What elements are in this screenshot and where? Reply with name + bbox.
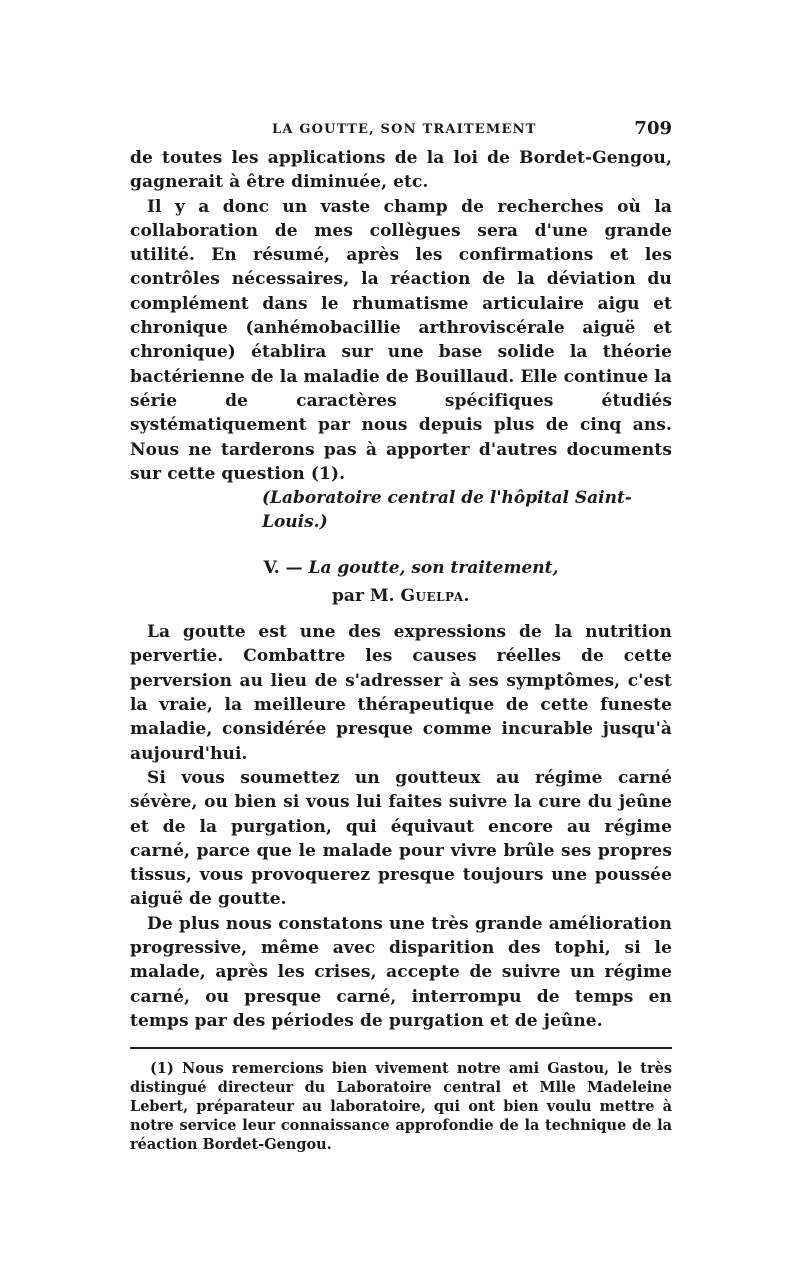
paragraph-gout-regime: Si vous soumettez un goutteux au régime carné sévère, ou bien si vous lui faites suivre la cure du jeûne et de la purgation, qui équivaut encore au régime carné, parce que le malade pour vivre brûle ses propres tissus, vous provoquerez presque toujours une poussée aiguë de goutte.	[130, 767, 672, 910]
author-name: Guelpa.	[400, 586, 470, 607]
footnote-divider	[130, 1047, 672, 1049]
page-number: 709	[634, 118, 672, 139]
section-title-text: La goutte, son traitement,	[308, 558, 559, 579]
paragraph-summary: Il y a donc un vaste champ de recherches où la collaboration de mes collègues sera d'une grande utilité. En résumé, après les confirmations et les contrôles nécessaires, la réaction de la déviation du complément dans le rhumatisme articulaire aigu et chronique (anhémobacillie arthroviscérale aiguë et chronique) établira sur une base solide la théorie bactérienne de la maladie de Bouillaud. Elle continue la série de caractères spécifiques étudiés systématiquement par nous depuis plus de cinq ans. Nous ne tarderons pas à apporter d'autres documents sur cette question (1).	[130, 196, 672, 484]
affiliation-line: (Laboratoire central de l'hôpital Saint-Louis.)	[262, 488, 632, 533]
running-header	[130, 118, 672, 144]
author-line	[130, 582, 672, 610]
paragraph-gout-improvement: De plus nous constatons une très grande amélioration progressive, même avec disparition des tophi, si le malade, après les crises, accepte de suivre un régime carné, ou presque carné, interrompu de temps en temps par des périodes de purgation et de jeûne.	[130, 913, 672, 1031]
footnote: (1) Nous remercions bien vivement notre ami Gastou, le très distingué directeur du Laboratoire central et Mlle Madeleine Lebert, préparateur au laboratoire, qui ont bien voulu mettre à notre service leur connaissance approfondie de la technique de la réaction Bordet-Gengou.	[130, 1060, 672, 1154]
running-title: LA GOUTTE, SON TRAITEMENT	[272, 122, 537, 137]
author-prefix: par M.	[332, 586, 395, 607]
section-number: V. —	[263, 558, 303, 579]
paragraph-gout-intro: La goutte est une des expressions de la nutrition pervertie. Combattre les causes réelles de cette perversion au lieu de s'adresser à ses symptômes, c'est la vraie, la meilleure thérapeutique de cette funeste maladie, considérée presque comme incurable jusqu'à aujourd'hui.	[130, 622, 672, 764]
paragraph-continuation: de toutes les applications de la loi de Bordet-Gengou, gagnerait à être diminuée, etc.	[130, 148, 672, 193]
document-page	[130, 118, 672, 1154]
section-heading	[130, 554, 672, 582]
